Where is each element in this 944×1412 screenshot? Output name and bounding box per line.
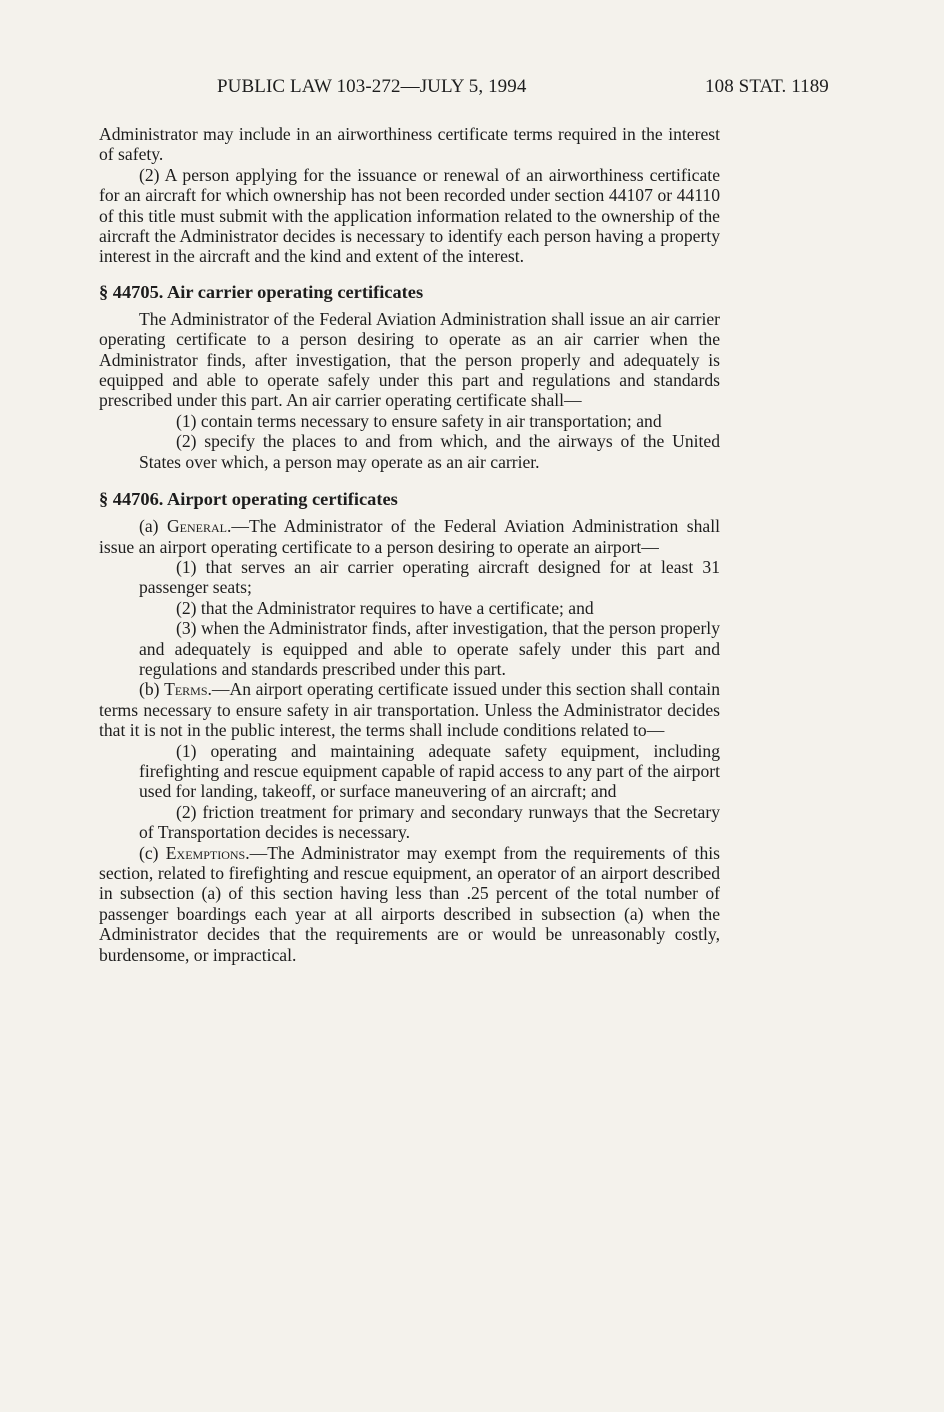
- subsection-a-title: General: [166, 516, 227, 537]
- running-header: [0, 76, 944, 102]
- subsection-c-label: (c): [139, 842, 166, 863]
- subsection-a-label: (a): [139, 516, 167, 537]
- subsection-a-item-2: (2) that the Administrator requires to have a certificate; and: [176, 597, 594, 618]
- subsection-b-text: .—An airport operating certificate issued under this section shall contain terms necessary to ensure safety in air transportation. Unless the Administrator decides that it is not in the public interest, the terms shall include conditions related to—: [99, 679, 720, 741]
- subsection-b-title: Terms: [164, 679, 208, 700]
- section-44705-intro: The Administrator of the Federal Aviation Administration shall issue an air carrier operating certificate to a person desiring to operate as an air carrier when the Administrator finds, after investigation, that the person properly and adequately is equipped and able to operate safely under this part and regulations and standards prescribed under this part. An air carrier operating certificate shall—: [99, 308, 720, 411]
- subsection-b-label: (b): [139, 679, 165, 700]
- subsection-c-title: Exemptions: [165, 842, 246, 863]
- subsection-c: [99, 843, 720, 965]
- subsection-b-item-1: (1) operating and maintaining adequate safety equipment, including firefighting and rescue equipment capable of rapid access to any part of the airport used for landing, takeoff, or surface maneuvering of an aircraft; and: [139, 740, 720, 802]
- statute-page-number: 108 STAT. 1189: [705, 76, 829, 97]
- subsection-b-item-2: (2) friction treatment for primary and secondary runways that the Secretary of Transportation decides is necessary.: [139, 801, 720, 843]
- subsection-a-text: .—The Administrator of the Federal Aviation Administration shall issue an airport operating certificate to a person desiring to operate an airport—: [99, 516, 720, 557]
- document-body: [99, 124, 720, 965]
- section-44705-heading: § 44705. Air carrier operating certificates: [99, 281, 424, 302]
- subsection-c-text: .—The Administrator may exempt from the requirements of this section, related to firefighting and rescue equipment, an operator of an airport described in subsection (a) of this section having less than .25 percent of the total number of passenger boardings each year at all airports described in subsection (a) when the Administrator decides that the requirements are or would be unreasonably costly, burdensome, or impractical.: [99, 842, 720, 965]
- subsection-a: [99, 516, 720, 557]
- section-44706-heading: § 44706. Airport operating certificates: [99, 489, 398, 510]
- public-law-title: PUBLIC LAW 103-272—JULY 5, 1994: [217, 76, 527, 97]
- subsection-a-item-1: (1) that serves an air carrier operating aircraft designed for at least 31 passenger seats;: [139, 556, 720, 598]
- section-44705-item-2: (2) specify the places to and from which, and the airways of the United States over which, a person may operate as an air carrier.: [139, 431, 720, 472]
- subsection-b: [99, 679, 720, 740]
- paragraph-2: (2) A person applying for the issuance or renewal of an airworthiness certificate for an aircraft for which ownership has not been recorded under section 44107 or 44110 of this title must submit with the application information related to the ownership of the aircraft the Administrator decides is necessary to identify each person having a property interest in the aircraft and the kind and extent of the interest.: [99, 164, 720, 267]
- continued-paragraph: Administrator may include in an airworthiness certificate terms required in the interest of safety.: [99, 124, 720, 165]
- subsection-a-item-3: (3) when the Administrator finds, after investigation, that the person properly and adequately is equipped and able to operate safely under this part and regulations and standards prescribed under this part.: [139, 618, 720, 679]
- section-44705-item-1: (1) contain terms necessary to ensure safety in air transportation; and: [176, 410, 662, 431]
